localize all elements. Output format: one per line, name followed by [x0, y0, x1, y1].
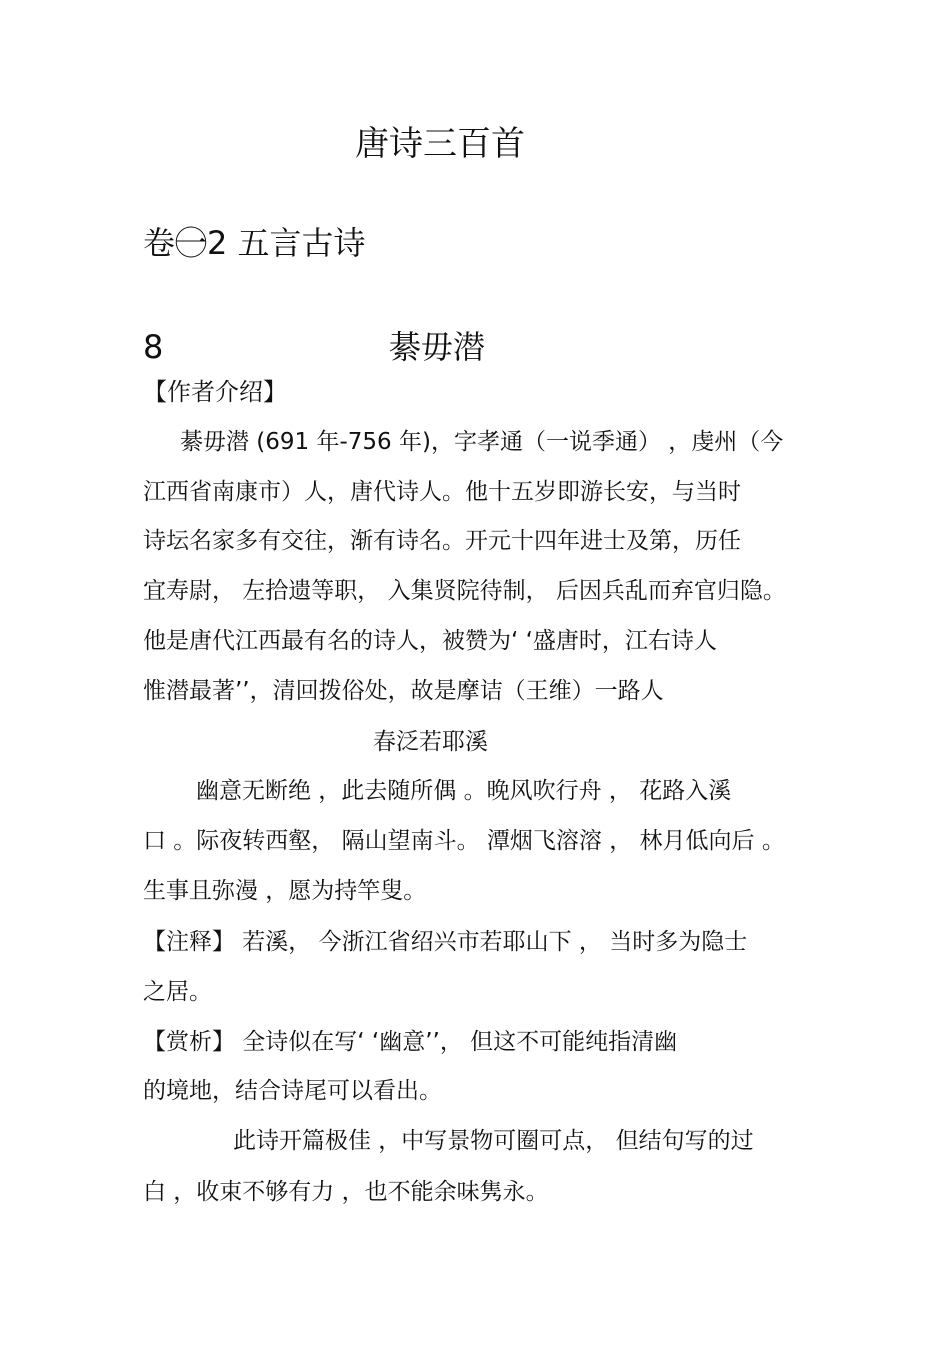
document-title: 唐诗三百首 — [355, 124, 525, 164]
author-line: 惟潜最著’’，清回拨俗处，故是摩诘（王维）一路人 — [143, 678, 664, 704]
poem-number: 8 — [143, 328, 164, 366]
poem-line: 生事且弥漫 ，愿为持竿叟。 — [143, 878, 427, 904]
author-heading: 【作者介绍】 — [143, 378, 287, 406]
author-line: 他是唐代江西最有名的诗人，被赞为‘ ‘盛唐时，江右诗人 — [143, 628, 717, 654]
appreciation-line: 【赏析】 全诗似在写‘ ‘幽意’’， 但这不可能纯指清幽 — [143, 1029, 678, 1055]
volume-heading: 卷一⃝2 五言古诗 — [143, 224, 366, 262]
notes-line: 之居。 — [143, 979, 212, 1005]
poem-title: 春泛若耶溪 — [373, 729, 488, 755]
appreciation-line: 的境地，结合诗尾可以看出。 — [143, 1078, 442, 1104]
appreciation-line: 白 ，收束不够有力 ，也不能余味隽永。 — [143, 1179, 549, 1205]
poem-line: 幽意无断绝 ，此去随所偶 。晚风吹行舟 ， 花路入溪 — [196, 778, 732, 804]
author-line: 诗坛名家多有交往，渐有诗名。开元十四年进士及第，历任 — [143, 528, 741, 554]
author-line: 宜寿尉， 左拾遗等职， 入集贤院待制， 后因兵乱而弃官归隐。 — [143, 578, 786, 604]
poem-line: 口 。际夜转西壑， 隔山望南斗。 潭烟飞溶溶 ， 林月低向后 。 — [143, 828, 785, 854]
poet-name: 綦毋潜 — [389, 328, 486, 366]
notes-line: 【注释】 若溪， 今浙江省绍兴市若耶山下 ， 当时多为隐士 — [143, 929, 748, 955]
author-line: 綦毋潜 (691 年-756 年)，字孝通（一说季通） ，虔州（今 — [180, 429, 784, 455]
appreciation-line: 此诗开篇极佳 ，中写景物可圈可点， 但结句写的过 — [233, 1128, 754, 1154]
author-line: 江西省南康市）人，唐代诗人。他十五岁即游长安，与当时 — [143, 479, 741, 505]
